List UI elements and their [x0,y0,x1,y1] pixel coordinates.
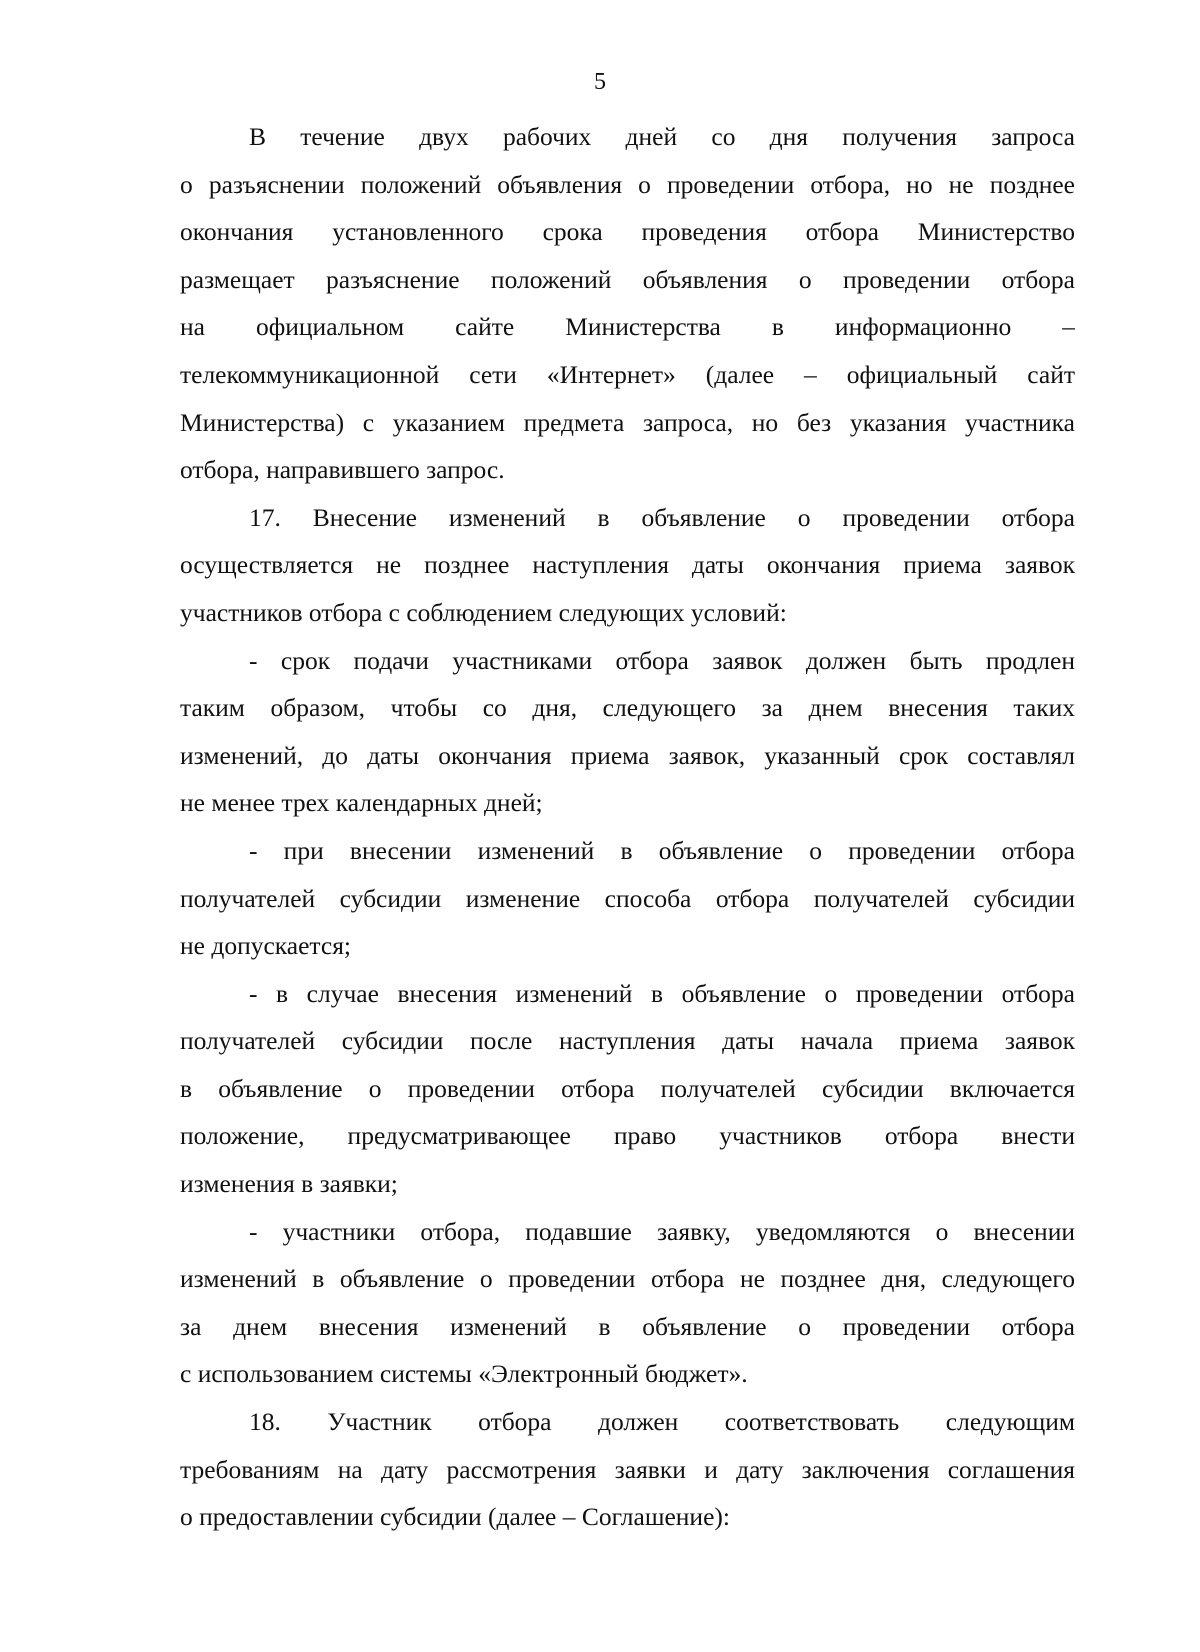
text-line: требованиям на дату рассмотрения заявки и дату заключения соглашения [180,1454,1075,1484]
text-line: в объявление о проведении отбора получателей субсидии включается [180,1073,1075,1103]
text-line: телекоммуникационной сети «Интернет» (далее – официальный сайт [180,359,1075,389]
text-line: о разъяснении положений объявления о проведении отбора, но не позднее [180,169,1075,199]
text-line: не менее трех календарных дней; [180,788,543,818]
text-line: В течение двух рабочих дней со дня получения запроса [249,122,1075,151]
text-line: изменений в объявление о проведении отбора не позднее дня, следующего [180,1264,1075,1294]
text-line: осуществляется не позднее наступления даты окончания приема заявок [180,550,1075,580]
text-line: получателей субсидии после наступления даты начала приема заявок [180,1026,1075,1056]
text-line: о предоставлении субсидии (далее – Соглашение): [180,1502,730,1532]
text-line: окончания установленного срока проведения отбора Министерство [180,217,1075,247]
text-line: - при внесении изменений в объявление о проведении отбора [249,835,1075,865]
text-line: отбора, направившего запрос. [180,455,505,485]
text-line: участников отбора с соблюдением следующих условий: [180,597,787,627]
text-line: размещает разъяснение положений объявления о проведении отбора [180,264,1075,294]
text-line: - в случае внесения изменений в объявление о проведении отбора [249,978,1075,1008]
text-line: не допускается; [180,931,352,961]
page-number: 5 [594,69,606,95]
document-body [180,113,1075,1541]
text-line: Министерства) с указанием предмета запроса, но без указания участника [180,407,1075,437]
text-line: - срок подачи участниками отбора заявок должен быть продлен [249,645,1075,675]
text-line: получателей субсидии изменение способа отбора получателей субсидии [180,883,1075,913]
text-line: 18. Участник отбора должен соответствовать следующим [249,1407,1075,1437]
text-line: с использованием системы «Электронный бюджет». [180,1359,748,1389]
text-line: за днем внесения изменений в объявление о проведении отбора [180,1311,1075,1341]
text-line: 17. Внесение изменений в объявление о проведении отбора [249,502,1075,532]
text-line: - участники отбора, подавшие заявку, уведомляются о внесении [249,1216,1075,1246]
text-line: положение, предусматривающее право участников отбора внести [180,1121,1075,1151]
text-line: таким образом, чтобы со дня, следующего за днем внесения таких [180,693,1075,723]
text-line: на официальном сайте Министерства в информационно – [180,312,1075,342]
text-line: изменения в заявки; [180,1169,398,1199]
text-line: изменений, до даты окончания приема заявок, указанный срок составлял [180,740,1075,770]
